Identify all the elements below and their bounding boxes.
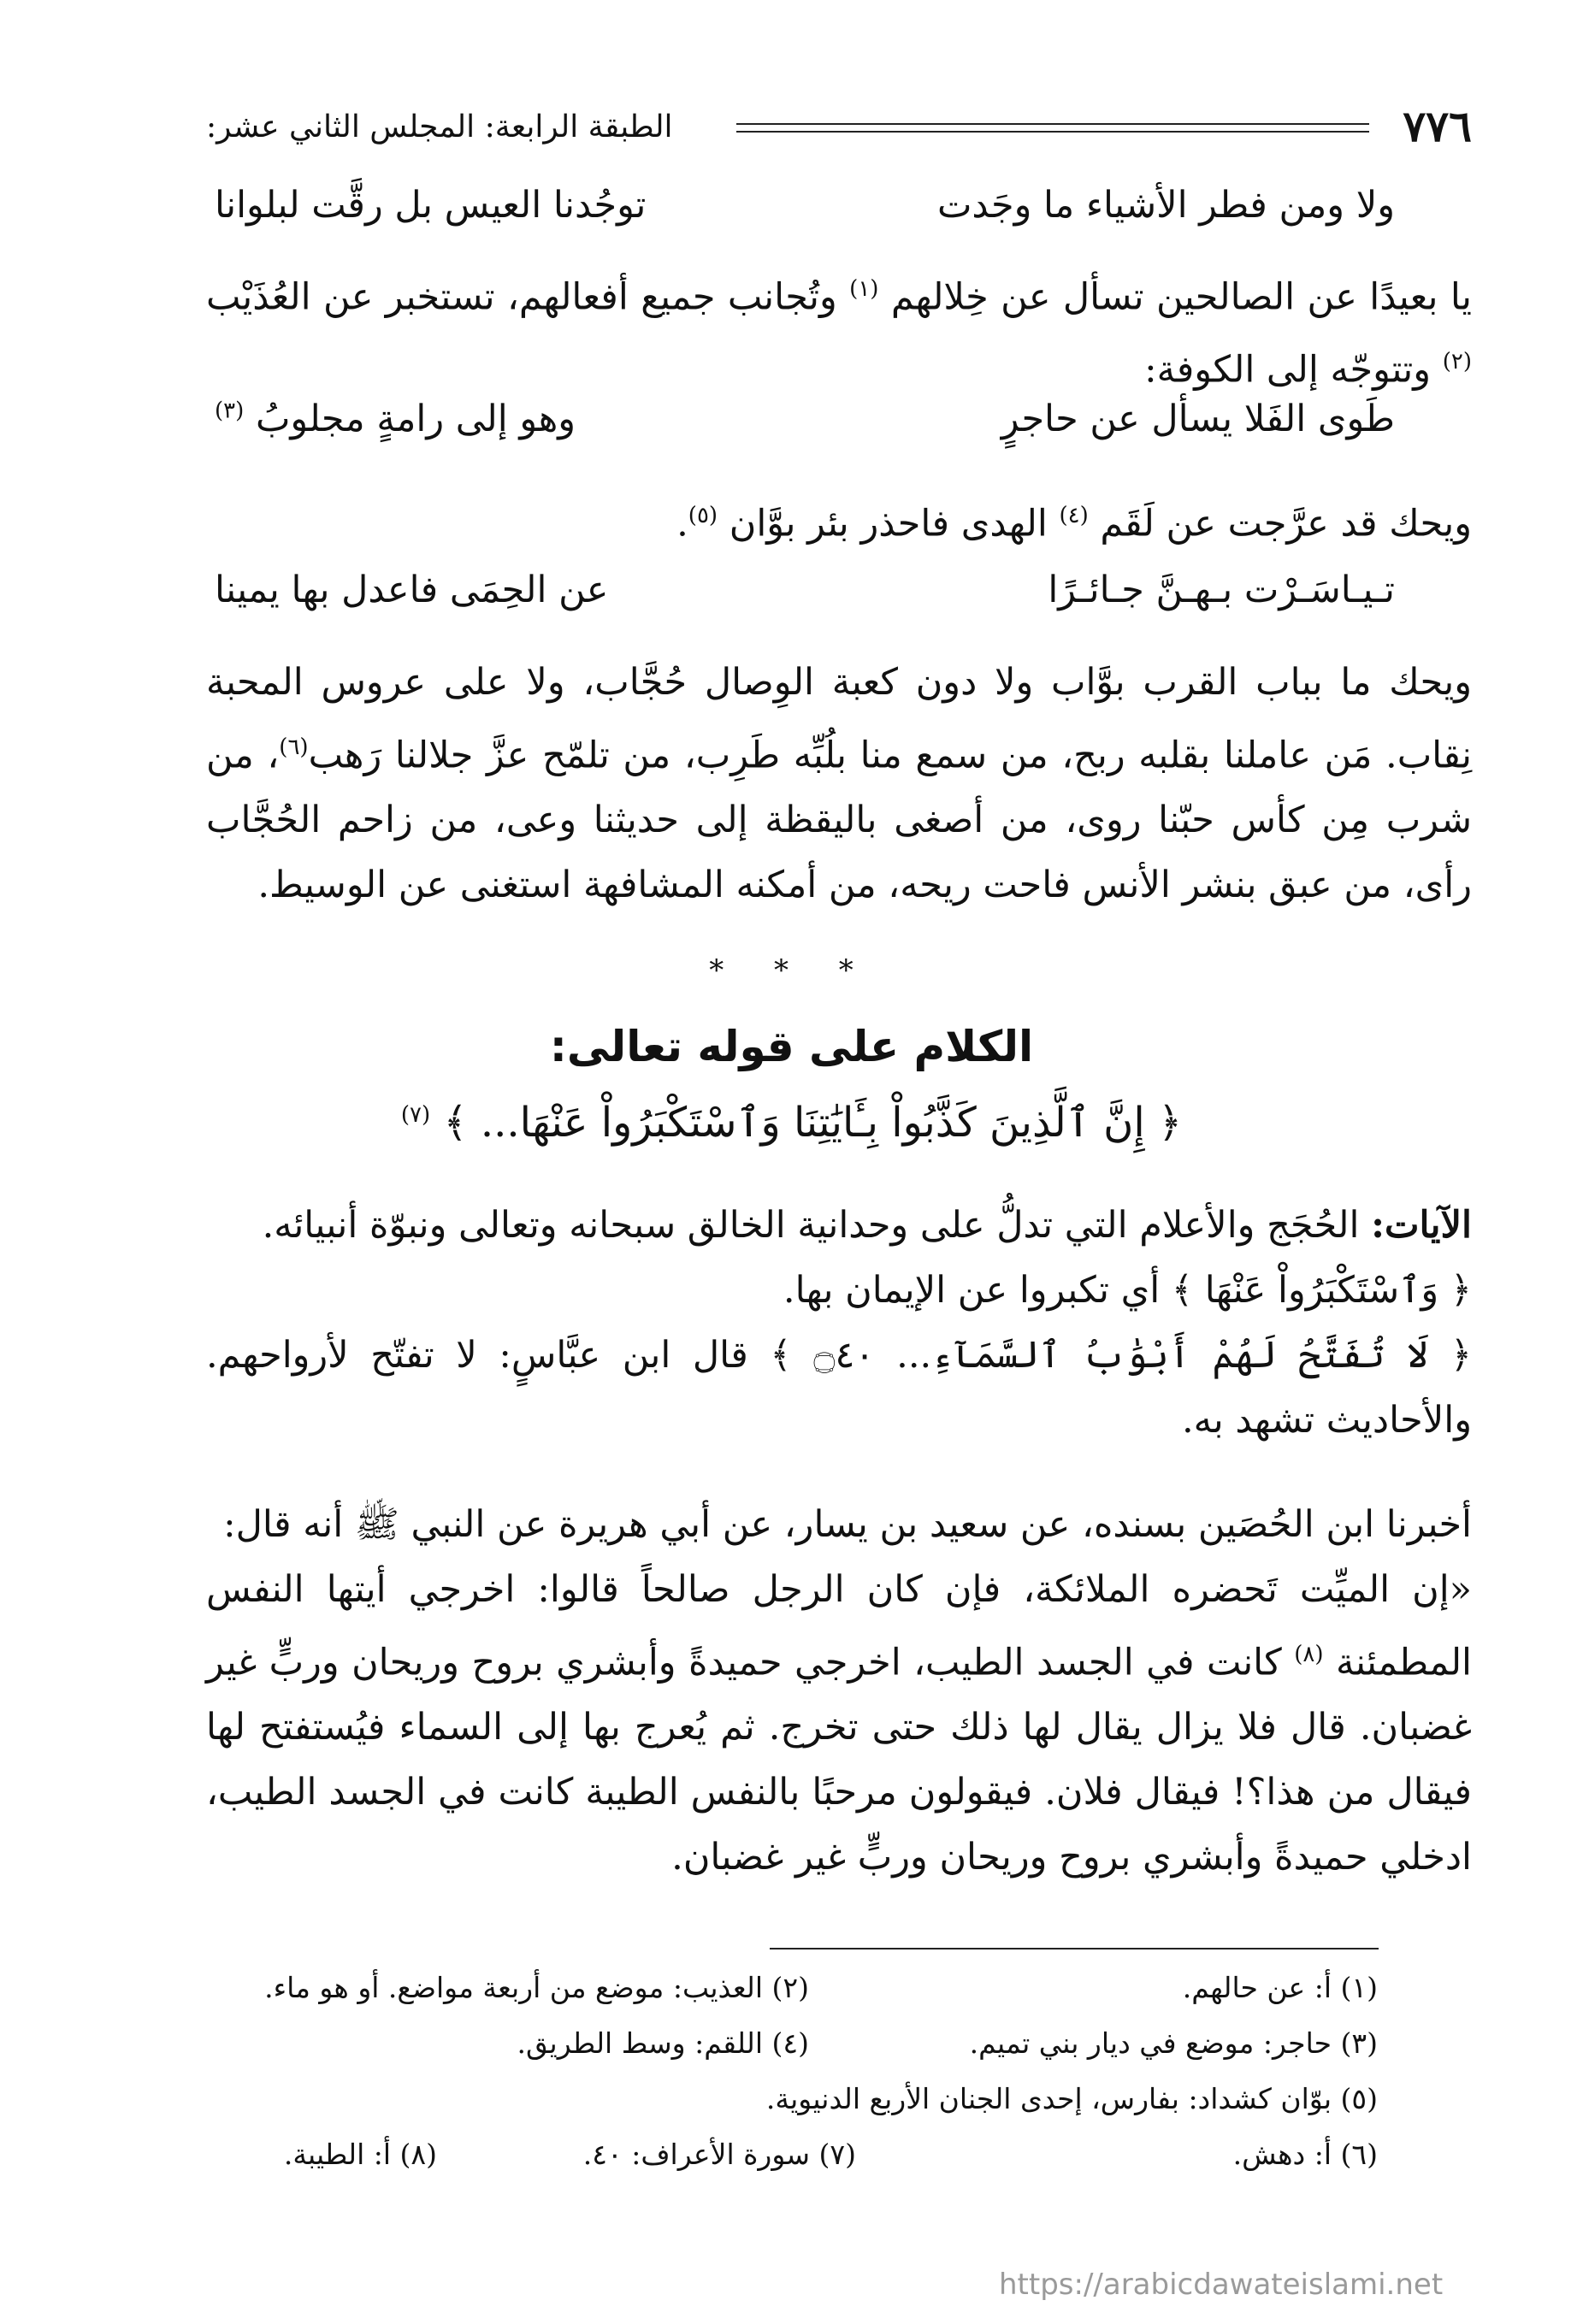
footnote: (٧) سورة الأعراف: ٤٠.	[582, 2138, 856, 2171]
text-run: الهدى فاحذر بئر بوَّان	[729, 502, 1048, 546]
verse-hemistich: ولا ومن فطر الأشياء ما وجَدت	[936, 184, 1395, 227]
quran-quote: ﴿ وَٱسْتَكْبَرُواْ عَنْهَا ﴾	[1171, 1269, 1472, 1312]
footnote-ref: (٥)	[688, 503, 718, 528]
footnote: (٨) أ: الطيبة.	[283, 2138, 437, 2171]
poem-verse-1	[215, 184, 1395, 249]
poem-verse-2	[215, 398, 1395, 463]
text-run: وهو إلى رامةٍ مجلوبُ	[255, 398, 576, 440]
text-run: طَوى الفَلا يسأل عن حاجرٍ	[1001, 398, 1395, 440]
footnote-ref: (٨)	[1294, 1642, 1324, 1667]
footnote: (٤) اللقم: وسط الطريق.	[517, 2026, 809, 2060]
running-title: الطبقة الرابعة: المجلس الثاني عشر:	[206, 109, 673, 145]
hadith-paragraph	[206, 1492, 1472, 1890]
watermark-url: https://arabicdawateislami.net	[999, 2268, 1444, 2302]
text-run: ، من شرب مِن كأس حبّنا روى، من أصغى باليقظة إلى حديثنا وعى، من زاحم الحُجَّاب رأى، من عبق بنشر الأنس فاحت ريحه، من أمكنه المشافهة استغنى عن الوسيط.	[206, 734, 1472, 907]
footnote-ref: (٤)	[1059, 503, 1089, 528]
tafsir-paragraph	[206, 1193, 1472, 1453]
verse-hemistich: عن الحِمَى فاعدل بها يمينا	[215, 569, 609, 611]
text-run: قال ابن عبَّاسٍ: لا تفتّح لأرواحهم. والأحاديث تشهد به.	[206, 1334, 1472, 1442]
footnote-ref: (١)	[849, 276, 879, 302]
text-run: الحُجَج والأعلام التي تدلُّ على وحدانية الخالق سبحانه وتعالى ونبوّة أنبيائه.	[262, 1204, 1360, 1247]
verse-hemistich	[215, 398, 576, 440]
footnote-rule	[770, 1948, 1379, 1949]
paragraph	[206, 257, 1472, 403]
poem-verse-3	[215, 569, 1395, 634]
footnote-ref: (٢)	[1442, 349, 1472, 375]
header-double-rule	[736, 123, 1369, 133]
text-run: ويحك ما بباب القرب بوَّاب ولا دون كعبة الوِصال حُجَّاب، ولا على عروس المحبة نِقاب. مَن عاملنا بقلبه ربح، من سمع منا بلُبِّه طَرِب، من تلمّح عزَّ جلالنا رَهب	[206, 661, 1473, 777]
verse-hemistich: توجُدنا العيس بل رقَّت لبلوانا	[215, 184, 647, 227]
footnote: (١) أ: عن حالهم.	[1182, 1971, 1378, 2004]
page-header	[206, 101, 1472, 161]
text-run: يا بعيدًا عن الصالحين تسأل عن خِلالهم	[890, 275, 1472, 319]
paragraph	[206, 650, 1472, 917]
text-run: وتتوجّه إلى الكوفة:	[1144, 348, 1432, 392]
text-run: وتُجانب جميع أفعالهم، تستخبر عن العُذَيْب	[206, 275, 837, 319]
footnote-ref: (٦)	[279, 734, 309, 760]
quran-verse	[0, 1099, 1583, 1147]
text-run: «إن الميِّت تَحضره الملائكة، فإن كان الرجل صالحاً قالوا: اخرجي أيتها النفس المطمئنة	[206, 1568, 1472, 1684]
text-run: .	[676, 502, 688, 546]
footnote: (٢) العذيب: موضع من أربعة مواضع. أو هو ماء.	[264, 1971, 809, 2004]
text-run: كانت في الجسد الطيب، اخرجي حميدةً وأبشري بروح وريحان وربٍّ غير غضبان. قال فلا يزال يقال لها ذلك حتى تخرج. ثم يُعرج بها إلى السماء فيُستفتح لها فيقال من هذا؟! فيقال فلان. فيقولون مرحبًا بالنفس الطيبة كانت في الجسد الطيب، ادخلي حميدةً وأبشري بروح وريحان وربٍّ غير غضبان.	[206, 1641, 1472, 1879]
quran-quote: ﴿ لَا تُفَتَّحُ لَهُمْ أَبْوَٰبُ ٱلسَّمَآءِ... ۝٤٠ ﴾	[770, 1334, 1472, 1377]
text-run: ﴿ إِنَّ ٱلَّذِينَ كَذَّبُواْ بِـَٔايَٰتِنَا وَٱسْتَكْبَرُواْ عَنْهَا... ﴾	[443, 1099, 1183, 1147]
footnote-ref: (٣)	[215, 398, 245, 424]
term-label: الآيات:	[1371, 1204, 1472, 1247]
text-run: أي تكبروا عن الإيمان بها.	[783, 1269, 1161, 1312]
verse-hemistich: تـيـاسَـرْت بـهـنَّ جـائـرًا	[1048, 569, 1395, 611]
footnote: (٣) حاجر: موضع في ديار بني تميم.	[969, 2026, 1378, 2060]
section-separator: * * *	[709, 953, 874, 988]
page-number: ٧٧٦	[1403, 101, 1472, 151]
footnote: (٥) بوّان كشداد: بفارس، إحدى الجنان الأربع الدنيوية.	[765, 2082, 1378, 2115]
footnote-ref: (٧)	[400, 1102, 431, 1128]
prose-line	[206, 483, 1472, 556]
text-run: أخبرنا ابن الحُصَين بسنده، عن سعيد بن يسار، عن أبي هريرة عن النبي ﷺ أنه قال:	[223, 1503, 1472, 1546]
section-heading: الكلام على قوله تعالى:	[549, 1022, 1034, 1071]
verse-hemistich	[1001, 398, 1395, 440]
footnote: (٦) أ: دهش.	[1232, 2138, 1378, 2171]
text-run: ويحك قد عرَّجت عن لَقَم	[1100, 502, 1472, 546]
